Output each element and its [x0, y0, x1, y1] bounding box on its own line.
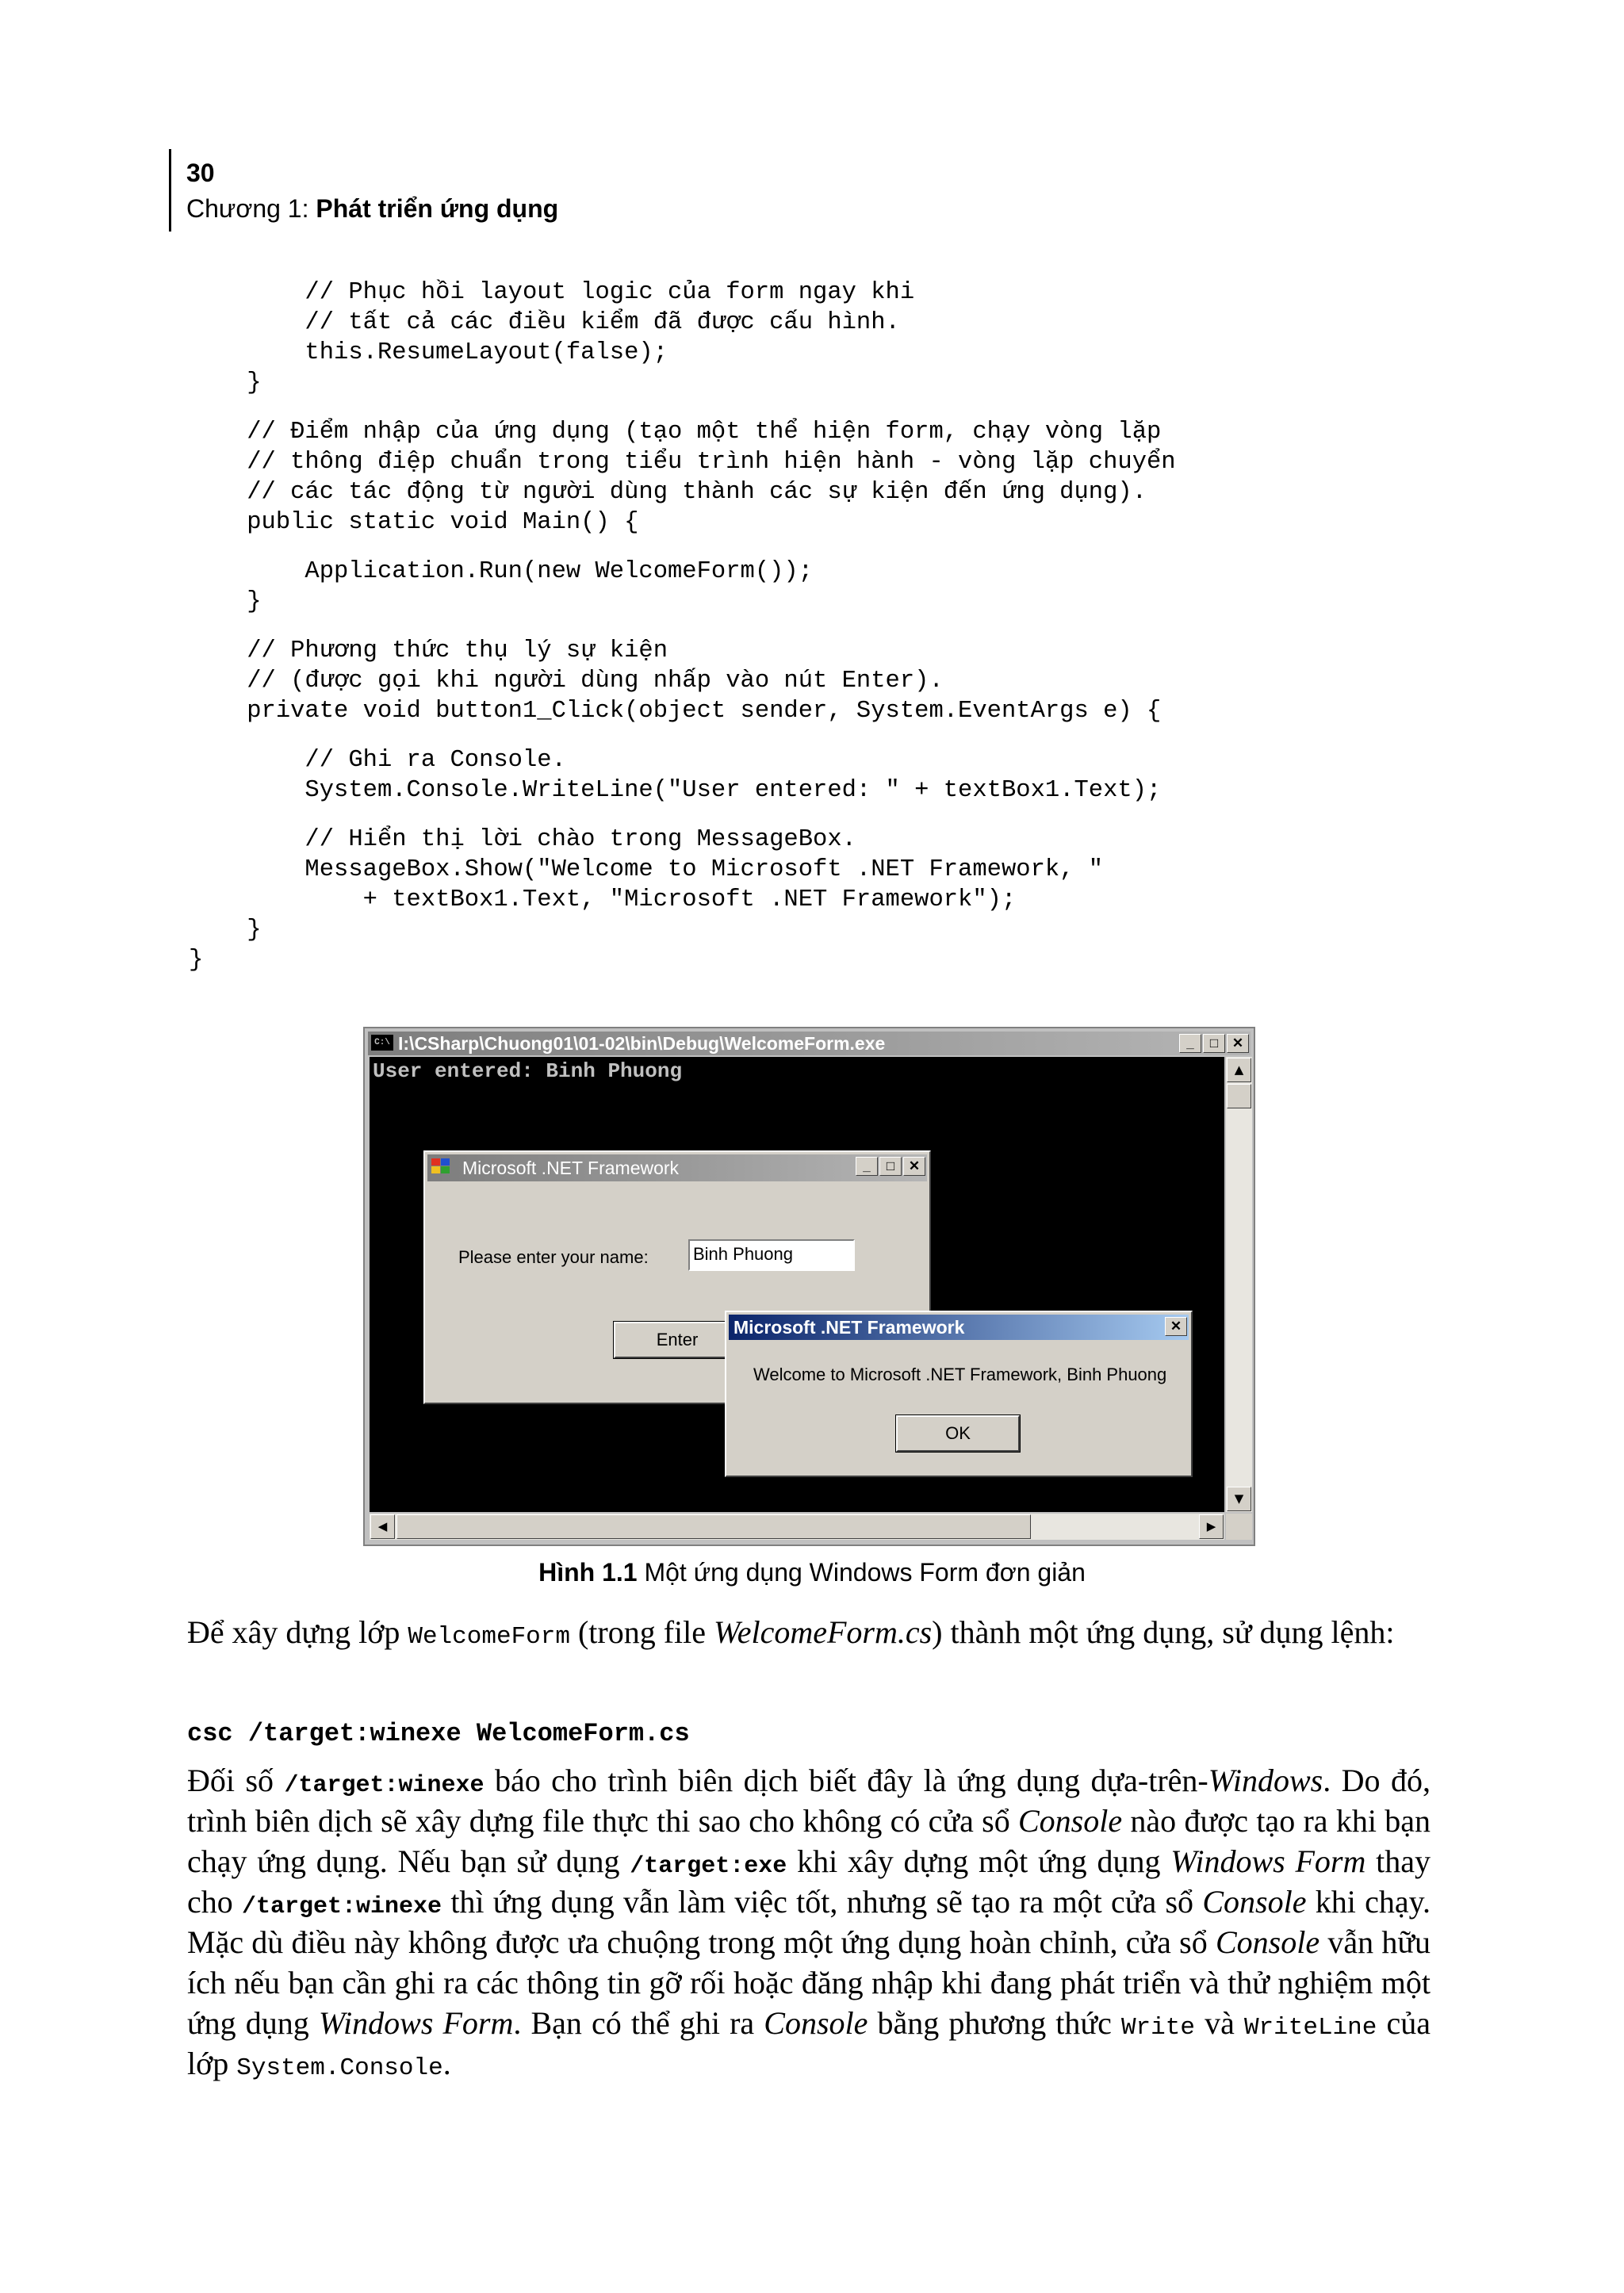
p2-code-6: System.Console [236, 2054, 443, 2082]
code-line: // tất cả các điều kiểm đã được cấu hình. [189, 309, 900, 336]
console-titlebar [368, 1032, 1251, 1055]
name-input[interactable]: Binh Phuong [688, 1239, 855, 1271]
form-minimize-button[interactable]: _ [856, 1157, 878, 1176]
message-box-close-button[interactable]: ✕ [1165, 1317, 1187, 1336]
code-line: // Hiển thị lời chào trong MessageBox. [189, 826, 856, 853]
enter-button[interactable]: Enter [614, 1322, 741, 1358]
page-number: 30 [186, 159, 215, 187]
scroll-thumb[interactable] [1227, 1084, 1251, 1108]
code-line: // Phương thức thụ lý sự kiện [189, 637, 668, 664]
header-rule [169, 149, 171, 232]
scroll-right-button[interactable]: ▶ [1199, 1514, 1224, 1539]
code-line [189, 617, 1176, 636]
ok-button[interactable]: OK [896, 1415, 1020, 1452]
horizontal-scroll-thumb[interactable] [396, 1514, 1031, 1539]
form-maximize-button[interactable]: □ [879, 1157, 902, 1176]
p2-text-4: nào được tạo ra khi bạn chạy ứng dụng. Nếu bạn sử dụng [187, 1803, 1431, 1879]
close-button[interactable]: ✕ [1227, 1034, 1249, 1053]
p2-italic-4: Console [1202, 1884, 1307, 1920]
minimize-button[interactable]: _ [1179, 1034, 1201, 1053]
p2-code-5: WriteLine [1243, 2014, 1377, 2042]
p2-code-2: /target:exe [630, 1853, 787, 1880]
message-box-text: Welcome to Microsoft .NET Framework, Binh Phuong [753, 1365, 1167, 1384]
p2-text-3: . Do đó, trình biên dịch sẽ xây dựng file thực thi sao cho không có cửa sổ [187, 1763, 1431, 1839]
paragraph-1 [187, 1612, 1431, 1652]
p2-italic-3: Windows Form [1170, 1843, 1366, 1879]
console-output: User entered: Binh Phuong [373, 1059, 683, 1083]
code-line: Application.Run(new WelcomeForm()); [189, 558, 814, 585]
code-line: // thông điệp chuẩn trong tiểu trình hiện hành - vòng lặp chuyển [189, 449, 1176, 476]
p2-code-3: /target:winexe [242, 1893, 442, 1920]
figure-screenshot [363, 1027, 1255, 1546]
form-close-button[interactable]: ✕ [903, 1157, 925, 1176]
code-line: + textBox1.Text, "Microsoft .NET Framework"); [189, 886, 1017, 913]
code-line: public static void Main() { [189, 509, 639, 536]
message-box-titlebar [729, 1315, 1189, 1340]
code-line: } [189, 917, 262, 944]
chapter-title: Phát triển ứng dụng [316, 194, 559, 223]
p2-text-11: bằng phương thức [868, 2005, 1121, 2041]
code-line: System.Console.WriteLine("User entered: " + textBox1.Text); [189, 777, 1162, 804]
code-line: } [189, 588, 262, 615]
console-body [370, 1057, 1224, 1512]
maximize-button[interactable]: □ [1203, 1034, 1225, 1053]
p2-text-6: thay cho [187, 1843, 1431, 1920]
scroll-left-button[interactable]: ◀ [370, 1514, 395, 1539]
p1-code-1: WelcomeForm [408, 1623, 570, 1651]
code-line: // Ghi ra Console. [189, 747, 566, 774]
console-window-buttons [1179, 1034, 1249, 1053]
p2-italic-6: Windows Form [318, 2005, 514, 2041]
code-line: this.ResumeLayout(false); [189, 339, 668, 366]
p2-italic-2: Console [1018, 1803, 1123, 1839]
code-line: } [189, 947, 204, 974]
code-line: // (được gọi khi người dùng nhấp vào nút Enter). [189, 668, 944, 695]
code-line: // Điểm nhập của ứng dụng (tạo một thể hiện form, chạy vòng lặp [189, 419, 1162, 446]
figure-caption [0, 1558, 1624, 1587]
message-box [725, 1311, 1193, 1477]
p2-text-9: vẫn hữu ích nếu bạn cần ghi ra các thông tin gỡ rối hoặc đăng nhập khi đang phát triển và thử nghiệm một ứng dụng [187, 1924, 1431, 2041]
message-box-title: Microsoft .NET Framework [733, 1317, 965, 1338]
dotnet-app-icon [431, 1158, 450, 1174]
p2-text-1: Đối số [187, 1763, 285, 1798]
p1-text-2: (trong file [569, 1614, 714, 1650]
console-horizontal-scrollbar[interactable] [370, 1514, 1224, 1540]
chapter-heading [186, 194, 558, 224]
name-prompt-label: Please enter your name: [458, 1247, 649, 1267]
p2-text-2: báo cho trình biên dịch biết đây là ứng dụng dựa-trên- [484, 1763, 1208, 1798]
p2-italic-7: Console [764, 2005, 868, 2041]
code-line [189, 726, 1176, 745]
console-vertical-scrollbar[interactable] [1226, 1057, 1252, 1512]
code-line [189, 538, 1176, 557]
code-line: private void button1_Click(object sender, System.EventArgs e) { [189, 698, 1162, 725]
form-window-buttons [856, 1157, 925, 1176]
caption-label: Hình 1.1 [538, 1558, 638, 1587]
message-box-window-buttons [1165, 1317, 1187, 1336]
p1-text-3: ) thành một ứng dụng, sử dụng lệnh: [932, 1614, 1395, 1650]
form-title: Microsoft .NET Framework [462, 1158, 680, 1178]
p2-code-1: /target:winexe [284, 1772, 485, 1799]
p2-italic-1: Windows [1208, 1763, 1323, 1798]
p2-text-5: khi xây dựng một ứng dụng [787, 1843, 1171, 1879]
p2-italic-5: Console [1215, 1924, 1320, 1960]
compile-command: csc /target:winexe WelcomeForm.cs [187, 1719, 690, 1748]
p2-text-13: của lớp [187, 2005, 1431, 2081]
p2-code-4: Write [1120, 2014, 1195, 2042]
p2-text-7: thì ứng dụng vẫn làm việc tốt, nhưng sẽ tạo ra một cửa sổ [442, 1884, 1203, 1920]
caption-text: Một ứng dụng Windows Form đơn giản [637, 1558, 1086, 1587]
code-line [189, 806, 1176, 825]
code-line: // các tác động từ người dùng thành các sự kiện đến ứng dụng). [189, 479, 1147, 506]
console-icon: C:\ [371, 1035, 393, 1051]
code-listing [189, 278, 1176, 975]
scroll-down-button[interactable]: ▼ [1227, 1487, 1251, 1511]
p2-text-10: . Bạn có thể ghi ra [513, 2005, 764, 2041]
p2-text-12: và [1194, 2005, 1244, 2041]
code-line: MessageBox.Show("Welcome to Microsoft .NET Framework, " [189, 856, 1104, 883]
code-line: // Phục hồi layout logic của form ngay khi [189, 279, 915, 306]
resize-grip[interactable] [1226, 1514, 1252, 1540]
paragraph-2 [187, 1760, 1431, 2084]
console-title: I:\CSharp\Chuong01\01-02\bin\Debug\WelcomeForm.exe [398, 1033, 886, 1054]
p2-text-14: . [442, 2046, 451, 2081]
form-titlebar [427, 1154, 927, 1181]
scroll-up-button[interactable]: ▲ [1227, 1058, 1251, 1082]
code-line: } [189, 369, 262, 396]
code-line [189, 398, 1176, 417]
p1-text-1: Để xây dựng lớp [187, 1614, 408, 1650]
p1-italic-1: WelcomeForm.cs [714, 1614, 933, 1650]
p2-text-8: khi chạy. Mặc dù điều này không được ưa chuộng trong một ứng dụng hoàn chỉnh, cửa sổ [187, 1884, 1431, 1960]
chapter-prefix: Chương 1: [186, 194, 316, 223]
